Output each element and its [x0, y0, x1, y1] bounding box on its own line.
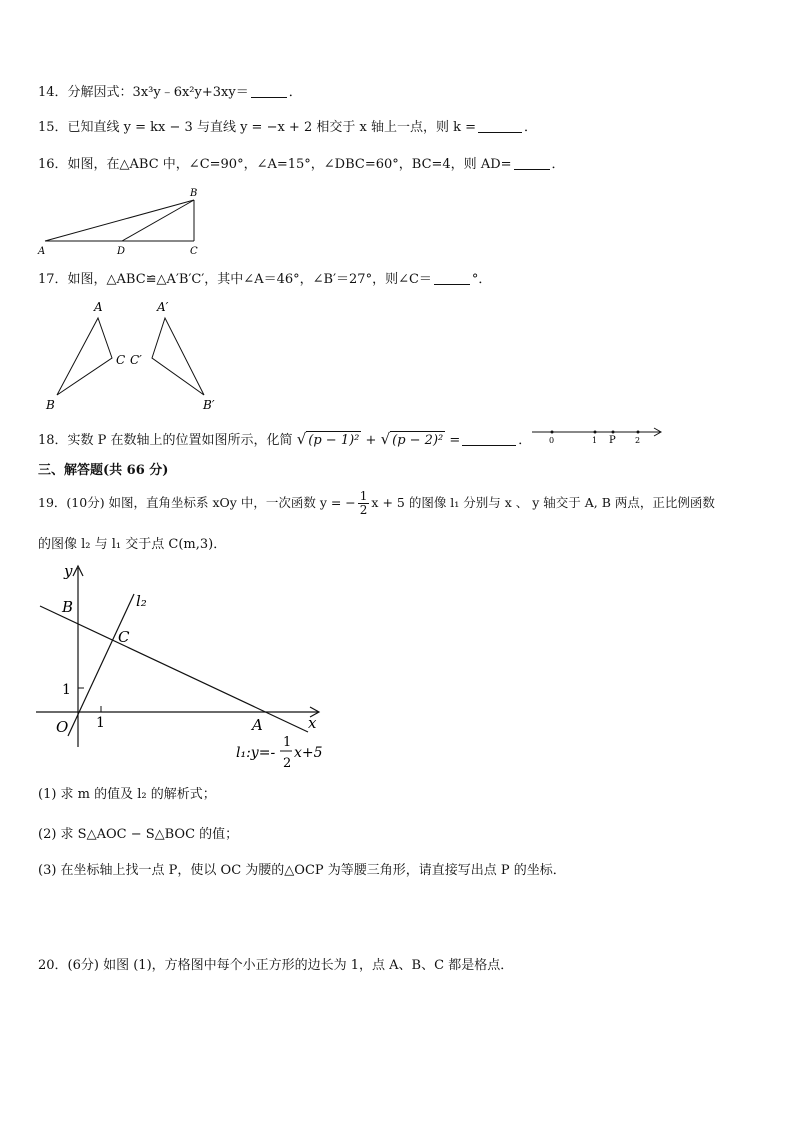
q14-answer-blank[interactable]	[251, 84, 287, 98]
q17-label-c: C	[116, 353, 126, 367]
question-20: 20．(6分) 如图 (1)，方格图中每个小正方形的边长为 1，点 A、B、C 都是格点．	[38, 958, 514, 973]
q19-point-c: C	[118, 628, 130, 646]
q18-radical-2: (p − 2)²	[392, 433, 444, 448]
q15-answer-blank[interactable]	[478, 119, 522, 133]
q16-label-a: A	[38, 246, 46, 257]
q15-end: ．	[524, 120, 538, 135]
q19-point-b: B	[62, 598, 74, 616]
q19-tick-y-1: 1	[62, 682, 71, 698]
question-14	[38, 84, 302, 102]
q17-label-c-prime: C′	[130, 353, 142, 367]
q17-text: 17．如图，△ABC≌△A′B′C′，其中∠A＝46°，∠B′＝27°，则∠C＝	[38, 272, 432, 287]
q19-axis-y-label: y	[64, 562, 73, 580]
q19-line1-b: x + 5 的图像 l₁ 分别与 x 、 y 轴交于 A, B 两点，正比例函数	[371, 495, 715, 510]
question-19-line-1	[38, 490, 715, 517]
q18-prefix: 18．实数 P 在数轴上的位置如图所示，化简	[38, 433, 293, 448]
q19-label-l1-prefix: l₁:y=-	[236, 745, 276, 761]
q19-label-l1-den: 2	[283, 756, 292, 771]
q16-label-d: D	[117, 246, 126, 257]
q16-label-c: C	[190, 246, 198, 257]
q18-tick-0: 0	[549, 436, 555, 445]
q18-answer-blank[interactable]	[462, 432, 516, 446]
q18-point-p: P	[609, 435, 616, 446]
q16-answer-blank[interactable]	[514, 156, 550, 170]
q17-label-a-prime: A′	[157, 300, 169, 314]
q17-label-b-prime: B′	[203, 398, 215, 412]
q19-point-a: A	[252, 716, 263, 734]
q18-number-line	[528, 424, 668, 446]
q18-tick-2: 2	[635, 436, 641, 445]
q19-sub-question-3: (3) 在坐标轴上找一点 P，使以 OC 为腰的△OCP 为等腰三角形，请直接写出点 P 的坐标．	[38, 863, 566, 878]
q19-label-l2: l₂	[136, 592, 147, 610]
q19-axis-x-label: x	[308, 714, 317, 732]
q14-text: 14．分解因式：3x³y﹣6x²y+3xy＝	[38, 85, 249, 100]
q17-congruent-triangles-figure	[40, 298, 230, 416]
section-3-heading: 三、解答题(共 66 分)	[38, 463, 169, 478]
q16-label-b: B	[190, 188, 198, 199]
q15-text: 15．已知直线 y = kx − 3 与直线 y = −x + 2 相交于 x 轴上一点，则 k =	[38, 120, 476, 135]
q19-line2: 的图像 l₂ 与 l₁ 交于点 C(m,3)．	[38, 537, 227, 552]
q19-label-l1-num: 1	[283, 735, 292, 750]
question-16	[38, 156, 565, 174]
q17-answer-blank[interactable]	[434, 271, 470, 285]
question-19-line-2	[38, 536, 226, 554]
q16-text: 16．如图，在△ABC 中，∠C=90°，∠A=15°，∠DBC=60°，BC=4，则 AD=	[38, 157, 512, 172]
question-18: 18．实数 P 在数轴上的位置如图所示，化简 √ (p − 1)² + √ (p − 2)² = ．	[38, 430, 532, 448]
q18-plus: +	[365, 433, 377, 448]
q18-end: ．	[518, 433, 532, 448]
q19-sub-question-1: (1) 求 m 的值及 l₂ 的解析式；	[38, 787, 216, 802]
q18-radical-1: (p − 1)²	[308, 433, 360, 448]
q18-equals: =	[449, 433, 461, 448]
q19-coordinate-graph	[36, 560, 336, 775]
q17-end: °．	[471, 272, 492, 287]
q19-line1-a: 19．(10分) 如图，直角坐标系 xOy 中，一次函数 y = −	[38, 495, 356, 510]
q17-label-a: A	[94, 300, 103, 314]
q17-label-b: B	[46, 398, 55, 412]
q18-tick-1: 1	[592, 436, 598, 445]
q16-triangle-figure	[30, 184, 215, 258]
q19-origin-o: O	[56, 718, 69, 736]
q19-sub-question-2: (2) 求 S△AOC − S△BOC 的值；	[38, 827, 239, 842]
question-17	[38, 271, 491, 289]
question-15	[38, 119, 537, 137]
q14-end: ．	[288, 85, 302, 100]
q19-tick-x-1: 1	[96, 715, 105, 731]
q16-end: ．	[551, 157, 565, 172]
q19-fraction: $\frac{1}{2}$	[359, 489, 368, 517]
q19-label-l1-suffix: x+5	[294, 745, 323, 761]
